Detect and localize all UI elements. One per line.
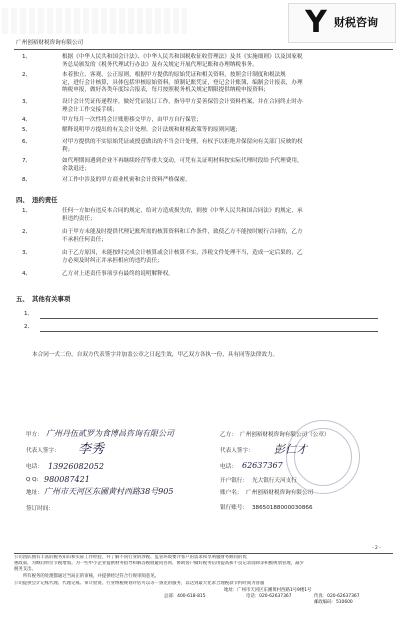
- item-line: 乙方对上述责任事项享有最终的说明解释权。: [62, 271, 174, 277]
- party-a-qq-label: Q Q:: [26, 477, 39, 483]
- item-line: 对甲方提供的不实原始凭证或授意做出的不当会计处理，有权予以拒绝并保留向有关部门反映的权: [62, 139, 303, 145]
- blank-line: [40, 331, 378, 332]
- party-b-block: [214, 430, 404, 526]
- footer-line: 惠政策，为顾问单位节税增加。为一些中小企业提供财务指导和解答税收疑问咨询，协助客户做好税务信用提高和不良记录消除等积极规划管理，减少: [14, 561, 304, 566]
- item-line: 根据《中华人民共和国会计法》、《中华人民共和国税收征收管理法》及其《实施细则》以及国家税: [62, 54, 303, 60]
- party-a-phone-label: 电话：: [26, 464, 43, 470]
- item-line: 由于乙方原因，未能按时完成会计核算或会计核算不实，涉税文件处理不当，造成一定后果的，乙: [62, 250, 303, 256]
- footer-rule: [14, 553, 393, 554]
- party-a-date-label: 签订时间：: [26, 506, 54, 512]
- header-watermark: [2, 8, 187, 34]
- party-a-rep-label: 代表人签字：: [26, 448, 60, 454]
- other-item-number: 1、: [24, 311, 34, 317]
- footer-line: 税务支出。: [14, 567, 36, 572]
- services-list: [0, 52, 407, 222]
- item-line: 务总局颁发的《税务代理试行办法》及有关规定开展代理记账和办理纳税事务。: [62, 61, 258, 68]
- item-number: 5、: [22, 127, 32, 133]
- party-b-bank: 光大银行天河支行: [252, 478, 297, 484]
- party-b-bank-label: 开户银行：: [220, 478, 248, 484]
- party-a-address: 广州市天河区东圃黄村西路38号905: [44, 487, 174, 496]
- party-b-account-label: 银行账号：: [220, 505, 248, 511]
- party-b-account: 38650188000030866: [252, 505, 313, 511]
- item-line: 利；: [62, 146, 74, 153]
- footer-line: 公司提供会计记账代理、代理记账、审计验资、行业纳税规划评估可以等一条龙的服务，以达到最大化求合理税款节约时间为客服: [14, 581, 265, 586]
- item-line: 方必须及时纠正并承担相应的违约责任；: [62, 257, 163, 264]
- page-number: - 2 -: [372, 546, 381, 551]
- header: [0, 0, 407, 50]
- header-company: 广州创裕财税咨询有限公司: [16, 40, 84, 46]
- item-line: 如代理期间遇到企业不再继续经营等重大变动，可凭有关证明材料按实际代理时段给予代理费用，: [62, 158, 303, 164]
- footer: [14, 555, 394, 617]
- item-number: 1、: [22, 54, 32, 60]
- item-line: 甲方每月一次性将会计账册移交甲方，由甲方自行保管；: [62, 117, 202, 123]
- item-line: 设计会计凭证传递程序，做好凭证装订工作，指导甲方妥善保管会计资料档案，并在合同终止时办: [62, 99, 303, 105]
- item-line: 定，进行会计核算，具体包括审核原始资料，填制记账凭证，登记会计账簿，编制会计报表，办理: [62, 79, 303, 86]
- item-line: 余款退还；: [62, 165, 90, 172]
- logo-mark: Y: [305, 5, 327, 40]
- other-item-number: 2、: [24, 324, 34, 330]
- logo-text: 财税咨询: [334, 16, 378, 29]
- party-b-holder-label: 账户名：: [220, 490, 243, 496]
- party-b-name: 广州创裕财税咨询有限公司（公章）: [240, 432, 330, 438]
- party-a-name: 广州丹伍贰罗为食博昌咨询有限公司: [46, 429, 174, 438]
- header-rule: [14, 49, 393, 50]
- party-b-label: 乙方：: [220, 432, 237, 438]
- item-number: 4、: [22, 117, 32, 123]
- party-a-qq: 980087421: [44, 475, 90, 484]
- item-number: 6、: [22, 139, 32, 145]
- party-b-phone: 62637367: [242, 461, 283, 470]
- item-number: 3、: [22, 250, 32, 256]
- logo: [288, 3, 396, 43]
- item-line: 不承担任何责任；: [62, 236, 107, 243]
- item-number: 7、: [22, 158, 32, 164]
- footer-contact: 总部：400-618-815: [164, 594, 206, 599]
- item-line: 由于甲方未能及时提供代理记账所需的核算资料和工作条件，致使乙方不能按时履行合同的，乙方: [62, 229, 303, 235]
- item-line: 任何一方如有违反本合同的规定，给对方造成损失的，则按《中华人民共和国合同法》的规定，承: [62, 208, 303, 214]
- party-a-block: [0, 430, 210, 526]
- party-a-address-label: 地址：: [26, 490, 43, 496]
- footer-contact: 地址：广州市天河区东圃黄村西路1号9楼1号: [224, 588, 312, 593]
- footer-contact: 邮政编码：510600: [314, 600, 353, 605]
- item-line: 理会计工作交接手续；: [62, 106, 118, 113]
- section-title: 四、 违约责任: [16, 196, 58, 204]
- footer-line: 公司团队拥有丰富的税务知识和实际工作经验，并了解不同行业的涉税、监管环境要介客户的需求和享利服财务顾问的优: [14, 555, 247, 560]
- blank-line: [40, 318, 378, 319]
- item-number: 4、: [22, 271, 32, 277]
- item-number: 2、: [22, 229, 32, 235]
- party-b-phone-label: 电话：: [220, 464, 237, 470]
- item-line: 本着独立、客观、公正原则，根据甲方提供的原始凭证和相关资料，按照会计制度和税法规: [62, 72, 286, 78]
- item-number: 8、: [22, 177, 32, 183]
- item-number: 3、: [22, 99, 32, 105]
- item-line: 对工作中涉及的甲方商业机密和会计资料严格保密。: [62, 177, 191, 183]
- closing-statement: 本合同一式二份，自双方代表签字并加盖公章之日起生效，甲乙双方各执一份，具有同等法律效力。: [32, 352, 279, 358]
- footer-line: 所有税务的处理都通过当局正的审核，并提供经过符合行规审阅意见。: [14, 574, 159, 579]
- item-number: 2、: [22, 72, 32, 78]
- liability-list: [0, 208, 407, 288]
- footer-contact: 传真：020-62637367: [314, 594, 360, 599]
- party-a-phone: 13926082052: [48, 462, 104, 471]
- party-a-label: 甲方：: [26, 432, 43, 438]
- party-b-rep-label: 代表人签字：: [220, 448, 254, 454]
- item-number: 1、: [22, 208, 32, 214]
- footer-contact: 电话：020-62637367: [246, 594, 292, 599]
- party-b-signature: 彭仁才: [274, 443, 307, 456]
- item-line: 纳税申报，做好各类年度综合报表，每月按照税务机关规定期限提供纳税申报资料；: [62, 87, 269, 94]
- party-b-holder: 广州创裕财税咨询有限公司: [246, 490, 314, 496]
- section-title: 五、 其他有关事项: [16, 295, 71, 303]
- item-line: 解释说明甲方提出的有关会计处理、会计法规和财税政策等的原则问题；: [62, 127, 242, 133]
- party-a-signature: 李秀: [78, 442, 105, 457]
- item-line: 担违约责任；: [62, 215, 96, 222]
